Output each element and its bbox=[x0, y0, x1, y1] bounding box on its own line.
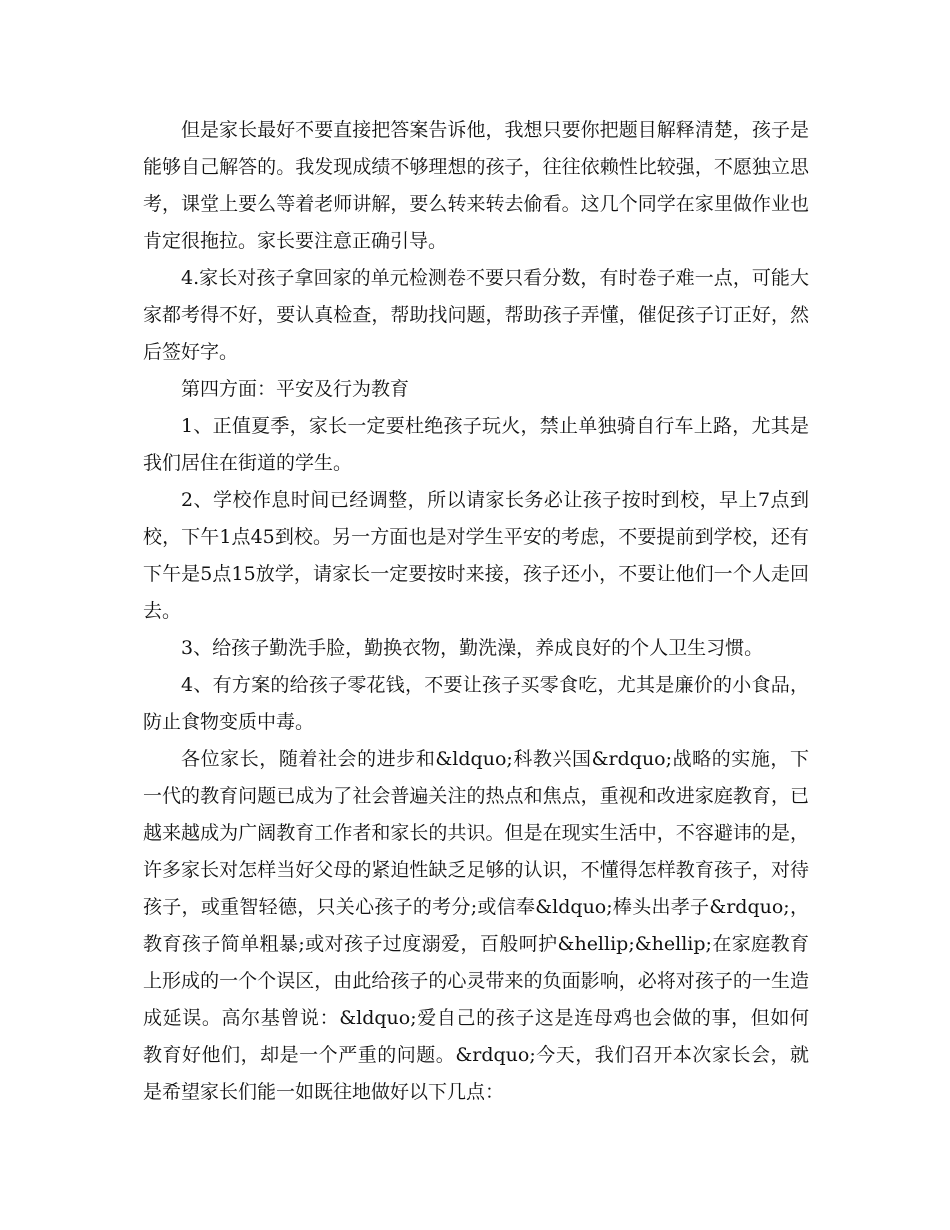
section-heading-safety: 第四方面：平安及行为教育 bbox=[181, 378, 410, 400]
paragraph-pocket-money: 4、有方案的给孩子零花钱，不要让孩子买零食吃，尤其是廉价的小食品，防止食物变质中毒。 bbox=[143, 674, 809, 733]
paragraph-homework-guidance: 但是家长最好不要直接把答案告诉他，我想只要你把题目解释清楚，孩子是能够自己解答的。我发现成绩不够理想的孩子，往往依赖性比较强，不愿独立思考，课堂上要么等着老师讲解，要么转来转去偷看。这几个同学在家里做作业也肯定很拖拉。家长要注意正确引导。 bbox=[143, 119, 809, 252]
paragraph-fire-safety: 1、正值夏季，家长一定要杜绝孩子玩火，禁止单独骑自行车上路，尤其是我们居住在街道的学生。 bbox=[143, 415, 809, 474]
document-body bbox=[143, 112, 809, 1111]
paragraph-family-education: 各位家长，随着社会的进步和&ldquo;科教兴国&rdquo;战略的实施，下一代的教育问题已成为了社会普遍关注的热点和焦点，重视和改进家庭教育，已越来越成为广阔教育工作者和家长的共识。但是在现实生活中，不容避讳的是，许多家长对怎样当好父母的紧迫性缺乏足够的认识，不懂得怎样教育孩子，对待孩子，或重智轻德，只关心孩子的考分;或信奉&ldquo;棒头出孝子&rdquo;，教育孩子简单粗暴;或对孩子过度溺爱，百般呵护&hellip;&hellip;在家庭教育上形成的一个个误区，由此给孩子的心灵带来的负面影响，必将对孩子的一生造成延误。高尔基曾说：&ldquo;爱自己的孩子这是连母鸡也会做的事，但如何教育好他们，却是一个严重的问题。&rdquo;今天，我们召开本次家长会，就是希望家长们能一如既往地做好以下几点： bbox=[143, 748, 809, 1103]
paragraph-hygiene: 3、给孩子勤洗手脸，勤换衣物，勤洗澡，养成良好的个人卫生习惯。 bbox=[181, 637, 764, 659]
paragraph-school-schedule: 2、学校作息时间已经调整，所以请家长务必让孩子按时到校，早上7点到校，下午1点45到校。另一方面也是对学生平安的考虑，不要提前到学校，还有下午是5点15放学，请家长一定要按时来接，孩子还小，不要让他们一个人走回去。 bbox=[143, 489, 809, 622]
paragraph-unit-test: 4.家长对孩子拿回家的单元检测卷不要只看分数，有时卷子难一点，可能大家都考得不好，要认真检查，帮助找问题，帮助孩子弄懂，催促孩子订正好，然后签好字。 bbox=[143, 267, 809, 363]
